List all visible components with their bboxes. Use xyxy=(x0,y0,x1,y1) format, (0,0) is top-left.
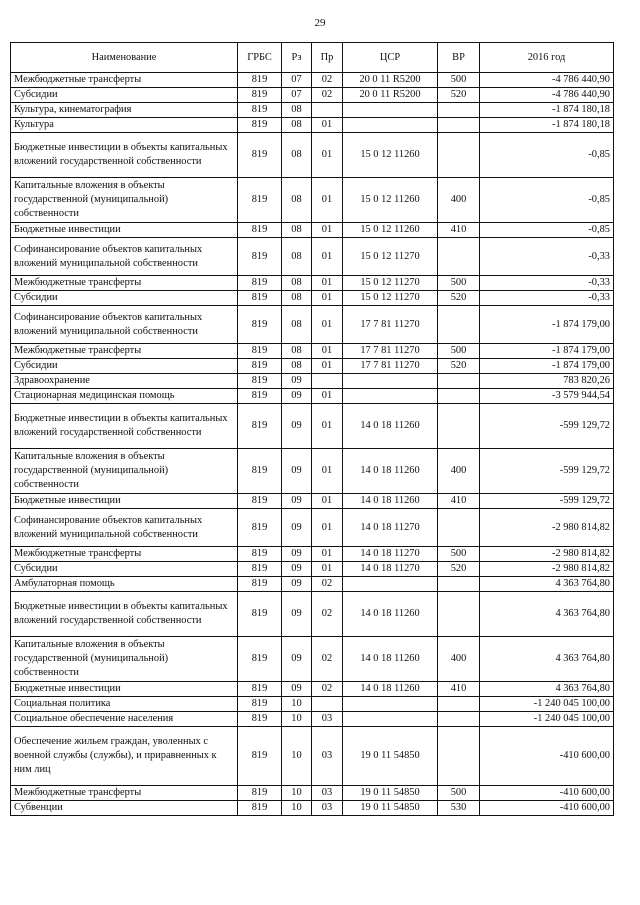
cell-amount: -3 579 944,54 xyxy=(480,389,614,404)
table-row xyxy=(11,344,614,359)
cell-rz: 10 xyxy=(282,697,312,712)
table-row xyxy=(11,494,614,509)
table-row xyxy=(11,697,614,712)
cell-csr: 17 7 81 11270 xyxy=(343,344,438,359)
cell-vr: 500 xyxy=(438,786,480,801)
cell-rz: 09 xyxy=(282,404,312,449)
cell-vr xyxy=(438,306,480,344)
cell-grbs: 819 xyxy=(238,359,282,374)
cell-rz: 09 xyxy=(282,509,312,547)
cell-vr: 530 xyxy=(438,801,480,816)
cell-rz: 09 xyxy=(282,374,312,389)
col-header-grbs: ГРБС xyxy=(238,43,282,73)
col-header-rz: Рз xyxy=(282,43,312,73)
cell-rz: 09 xyxy=(282,562,312,577)
cell-pr: 01 xyxy=(312,404,343,449)
cell-vr xyxy=(438,509,480,547)
cell-grbs: 819 xyxy=(238,577,282,592)
table-row xyxy=(11,118,614,133)
cell-vr: 520 xyxy=(438,88,480,103)
cell-rz: 09 xyxy=(282,682,312,697)
table-header xyxy=(11,43,614,73)
cell-grbs: 819 xyxy=(238,494,282,509)
cell-vr xyxy=(438,133,480,178)
cell-vr: 400 xyxy=(438,449,480,494)
cell-pr xyxy=(312,697,343,712)
cell-vr xyxy=(438,727,480,786)
cell-rz: 09 xyxy=(282,449,312,494)
cell-name: Софинансирование объектов капитальных вложений муниципальной собственности xyxy=(11,306,238,344)
cell-pr: 02 xyxy=(312,73,343,88)
cell-rz: 10 xyxy=(282,712,312,727)
cell-grbs: 819 xyxy=(238,592,282,637)
cell-rz: 08 xyxy=(282,103,312,118)
cell-rz: 08 xyxy=(282,238,312,276)
cell-grbs: 819 xyxy=(238,88,282,103)
cell-pr: 01 xyxy=(312,509,343,547)
cell-amount: -1 874 179,00 xyxy=(480,359,614,374)
cell-vr xyxy=(438,389,480,404)
cell-amount: 4 363 764,80 xyxy=(480,682,614,697)
table-row xyxy=(11,103,614,118)
cell-amount: -599 129,72 xyxy=(480,449,614,494)
col-header-csr: ЦСР xyxy=(343,43,438,73)
cell-amount: -599 129,72 xyxy=(480,494,614,509)
col-header-pr: Пр xyxy=(312,43,343,73)
cell-name: Социальное обеспечение населения xyxy=(11,712,238,727)
cell-amount: -0,85 xyxy=(480,223,614,238)
table-row xyxy=(11,223,614,238)
cell-rz: 07 xyxy=(282,88,312,103)
cell-pr: 02 xyxy=(312,637,343,682)
cell-grbs: 819 xyxy=(238,449,282,494)
cell-csr: 20 0 11 R5200 xyxy=(343,88,438,103)
col-header-name: Наименование xyxy=(11,43,238,73)
table-row xyxy=(11,786,614,801)
cell-rz: 08 xyxy=(282,291,312,306)
cell-pr: 01 xyxy=(312,344,343,359)
table-row xyxy=(11,577,614,592)
col-header-vr: ВР xyxy=(438,43,480,73)
cell-csr xyxy=(343,697,438,712)
table-row xyxy=(11,88,614,103)
cell-name: Бюджетные инвестиции в объекты капитальных вложений государственной собственности xyxy=(11,592,238,637)
cell-amount: -1 874 180,18 xyxy=(480,103,614,118)
cell-csr: 17 7 81 11270 xyxy=(343,359,438,374)
cell-vr xyxy=(438,118,480,133)
cell-vr xyxy=(438,404,480,449)
cell-vr xyxy=(438,697,480,712)
cell-vr: 410 xyxy=(438,682,480,697)
table-row xyxy=(11,509,614,547)
cell-rz: 08 xyxy=(282,118,312,133)
cell-grbs: 819 xyxy=(238,786,282,801)
cell-csr: 15 0 12 11260 xyxy=(343,223,438,238)
cell-grbs: 819 xyxy=(238,547,282,562)
table-row xyxy=(11,801,614,816)
table-row xyxy=(11,637,614,682)
cell-amount: -1 874 180,18 xyxy=(480,118,614,133)
cell-rz: 07 xyxy=(282,73,312,88)
cell-amount: 4 363 764,80 xyxy=(480,592,614,637)
cell-grbs: 819 xyxy=(238,103,282,118)
cell-pr xyxy=(312,103,343,118)
cell-name: Субсидии xyxy=(11,291,238,306)
cell-grbs: 819 xyxy=(238,344,282,359)
cell-grbs: 819 xyxy=(238,223,282,238)
cell-pr: 03 xyxy=(312,801,343,816)
cell-grbs: 819 xyxy=(238,73,282,88)
col-header-year: 2016 год xyxy=(480,43,614,73)
cell-csr: 15 0 12 11260 xyxy=(343,133,438,178)
cell-amount: -0,85 xyxy=(480,178,614,223)
cell-csr: 14 0 18 11260 xyxy=(343,637,438,682)
cell-csr xyxy=(343,118,438,133)
cell-vr xyxy=(438,238,480,276)
cell-csr: 14 0 18 11260 xyxy=(343,592,438,637)
cell-pr: 01 xyxy=(312,547,343,562)
cell-vr: 500 xyxy=(438,547,480,562)
cell-name: Субсидии xyxy=(11,359,238,374)
cell-name: Субсидии xyxy=(11,562,238,577)
cell-grbs: 819 xyxy=(238,374,282,389)
cell-vr: 400 xyxy=(438,637,480,682)
cell-name: Бюджетные инвестиции xyxy=(11,494,238,509)
cell-pr: 01 xyxy=(312,449,343,494)
cell-pr: 02 xyxy=(312,592,343,637)
cell-vr xyxy=(438,103,480,118)
cell-name: Стационарная медицинская помощь xyxy=(11,389,238,404)
cell-csr: 14 0 18 11270 xyxy=(343,562,438,577)
cell-name: Социальная политика xyxy=(11,697,238,712)
cell-grbs: 819 xyxy=(238,306,282,344)
cell-pr: 03 xyxy=(312,786,343,801)
cell-pr: 01 xyxy=(312,178,343,223)
cell-amount: -0,85 xyxy=(480,133,614,178)
cell-pr: 02 xyxy=(312,88,343,103)
cell-vr xyxy=(438,577,480,592)
cell-csr: 17 7 81 11270 xyxy=(343,306,438,344)
cell-csr xyxy=(343,374,438,389)
cell-amount: -0,33 xyxy=(480,276,614,291)
table-row xyxy=(11,291,614,306)
table-row xyxy=(11,592,614,637)
cell-pr: 01 xyxy=(312,238,343,276)
table-row xyxy=(11,449,614,494)
cell-rz: 08 xyxy=(282,133,312,178)
cell-vr: 520 xyxy=(438,359,480,374)
cell-name: Обеспечение жильем граждан, уволенных с военной службы (службы), и приравненных к ним лиц xyxy=(11,727,238,786)
table-row xyxy=(11,562,614,577)
cell-csr: 19 0 11 54850 xyxy=(343,786,438,801)
cell-csr: 19 0 11 54850 xyxy=(343,801,438,816)
cell-grbs: 819 xyxy=(238,178,282,223)
cell-csr: 14 0 18 11270 xyxy=(343,509,438,547)
cell-amount: 783 820,26 xyxy=(480,374,614,389)
cell-rz: 09 xyxy=(282,637,312,682)
cell-name: Межбюджетные трансферты xyxy=(11,73,238,88)
table-row xyxy=(11,547,614,562)
cell-rz: 09 xyxy=(282,577,312,592)
table-row xyxy=(11,682,614,697)
cell-amount: -0,33 xyxy=(480,291,614,306)
cell-vr: 500 xyxy=(438,73,480,88)
cell-rz: 10 xyxy=(282,801,312,816)
cell-amount: -2 980 814,82 xyxy=(480,562,614,577)
cell-csr: 14 0 18 11270 xyxy=(343,547,438,562)
cell-rz: 08 xyxy=(282,223,312,238)
cell-pr: 01 xyxy=(312,223,343,238)
cell-amount: -0,33 xyxy=(480,238,614,276)
cell-vr: 520 xyxy=(438,291,480,306)
cell-grbs: 819 xyxy=(238,509,282,547)
cell-pr xyxy=(312,374,343,389)
cell-grbs: 819 xyxy=(238,712,282,727)
cell-rz: 08 xyxy=(282,344,312,359)
cell-name: Софинансирование объектов капитальных вложений муниципальной собственности xyxy=(11,238,238,276)
cell-pr: 03 xyxy=(312,727,343,786)
cell-csr: 14 0 18 11260 xyxy=(343,682,438,697)
cell-name: Здравоохранение xyxy=(11,374,238,389)
cell-pr: 01 xyxy=(312,276,343,291)
cell-name: Межбюджетные трансферты xyxy=(11,344,238,359)
cell-amount: -1 240 045 100,00 xyxy=(480,697,614,712)
cell-pr: 01 xyxy=(312,359,343,374)
cell-name: Бюджетные инвестиции xyxy=(11,223,238,238)
cell-pr: 02 xyxy=(312,682,343,697)
table-row xyxy=(11,73,614,88)
cell-rz: 10 xyxy=(282,786,312,801)
cell-amount: -2 980 814,82 xyxy=(480,509,614,547)
cell-vr xyxy=(438,592,480,637)
cell-rz: 10 xyxy=(282,727,312,786)
table-row xyxy=(11,404,614,449)
cell-csr xyxy=(343,103,438,118)
cell-name: Межбюджетные трансферты xyxy=(11,276,238,291)
table-body xyxy=(11,73,614,816)
table-row xyxy=(11,374,614,389)
cell-csr xyxy=(343,389,438,404)
table-row xyxy=(11,178,614,223)
cell-grbs: 819 xyxy=(238,562,282,577)
cell-pr: 01 xyxy=(312,562,343,577)
cell-csr: 14 0 18 11260 xyxy=(343,449,438,494)
cell-rz: 08 xyxy=(282,178,312,223)
cell-pr: 01 xyxy=(312,306,343,344)
cell-vr xyxy=(438,712,480,727)
cell-vr: 520 xyxy=(438,562,480,577)
cell-csr: 14 0 18 11260 xyxy=(343,494,438,509)
cell-amount: -1 874 179,00 xyxy=(480,344,614,359)
cell-name: Бюджетные инвестиции xyxy=(11,682,238,697)
cell-vr: 410 xyxy=(438,223,480,238)
cell-pr: 01 xyxy=(312,118,343,133)
cell-grbs: 819 xyxy=(238,727,282,786)
cell-grbs: 819 xyxy=(238,801,282,816)
table-row xyxy=(11,389,614,404)
cell-pr: 01 xyxy=(312,494,343,509)
cell-rz: 08 xyxy=(282,359,312,374)
cell-pr: 01 xyxy=(312,389,343,404)
cell-csr: 15 0 12 11270 xyxy=(343,238,438,276)
cell-csr: 15 0 12 11270 xyxy=(343,291,438,306)
cell-amount: -4 786 440,90 xyxy=(480,88,614,103)
cell-grbs: 819 xyxy=(238,276,282,291)
table-row xyxy=(11,727,614,786)
cell-grbs: 819 xyxy=(238,404,282,449)
cell-name: Амбулаторная помощь xyxy=(11,577,238,592)
table-row xyxy=(11,712,614,727)
cell-name: Капитальные вложения в объекты государственной (муниципальной) собственности xyxy=(11,178,238,223)
cell-amount: 4 363 764,80 xyxy=(480,577,614,592)
cell-pr: 01 xyxy=(312,291,343,306)
cell-csr: 20 0 11 R5200 xyxy=(343,73,438,88)
cell-name: Культура, кинематография xyxy=(11,103,238,118)
table-row xyxy=(11,306,614,344)
cell-name: Межбюджетные трансферты xyxy=(11,547,238,562)
cell-amount: -410 600,00 xyxy=(480,786,614,801)
cell-grbs: 819 xyxy=(238,389,282,404)
cell-name: Межбюджетные трансферты xyxy=(11,786,238,801)
cell-grbs: 819 xyxy=(238,291,282,306)
cell-rz: 09 xyxy=(282,592,312,637)
cell-amount: -599 129,72 xyxy=(480,404,614,449)
budget-table xyxy=(10,42,614,816)
header-row xyxy=(11,43,614,73)
cell-rz: 09 xyxy=(282,389,312,404)
cell-amount: -2 980 814,82 xyxy=(480,547,614,562)
cell-csr: 19 0 11 54850 xyxy=(343,727,438,786)
cell-name: Капитальные вложения в объекты государственной (муниципальной) собственности xyxy=(11,449,238,494)
cell-name: Культура xyxy=(11,118,238,133)
cell-vr: 410 xyxy=(438,494,480,509)
cell-name: Бюджетные инвестиции в объекты капитальных вложений государственной собственности xyxy=(11,133,238,178)
cell-grbs: 819 xyxy=(238,637,282,682)
cell-vr: 500 xyxy=(438,344,480,359)
cell-pr: 03 xyxy=(312,712,343,727)
cell-name: Капитальные вложения в объекты государственной (муниципальной) собственности xyxy=(11,637,238,682)
cell-name: Субвенции xyxy=(11,801,238,816)
cell-pr: 02 xyxy=(312,577,343,592)
cell-grbs: 819 xyxy=(238,238,282,276)
cell-amount: -4 786 440,90 xyxy=(480,73,614,88)
table-row xyxy=(11,133,614,178)
cell-csr xyxy=(343,712,438,727)
cell-name: Субсидии xyxy=(11,88,238,103)
cell-grbs: 819 xyxy=(238,118,282,133)
page-number: 29 xyxy=(314,17,326,29)
cell-rz: 08 xyxy=(282,306,312,344)
cell-vr xyxy=(438,374,480,389)
cell-vr: 500 xyxy=(438,276,480,291)
cell-grbs: 819 xyxy=(238,682,282,697)
cell-csr: 15 0 12 11270 xyxy=(343,276,438,291)
cell-name: Бюджетные инвестиции в объекты капитальных вложений государственной собственности xyxy=(11,404,238,449)
cell-csr xyxy=(343,577,438,592)
cell-grbs: 819 xyxy=(238,133,282,178)
cell-amount: -410 600,00 xyxy=(480,727,614,786)
cell-csr: 14 0 18 11260 xyxy=(343,404,438,449)
table-row xyxy=(11,238,614,276)
cell-rz: 08 xyxy=(282,276,312,291)
cell-amount: 4 363 764,80 xyxy=(480,637,614,682)
cell-amount: -1 240 045 100,00 xyxy=(480,712,614,727)
cell-name: Софинансирование объектов капитальных вложений муниципальной собственности xyxy=(11,509,238,547)
cell-rz: 09 xyxy=(282,494,312,509)
table-row xyxy=(11,359,614,374)
cell-rz: 09 xyxy=(282,547,312,562)
cell-amount: -1 874 179,00 xyxy=(480,306,614,344)
cell-vr: 400 xyxy=(438,178,480,223)
cell-grbs: 819 xyxy=(238,697,282,712)
cell-csr: 15 0 12 11260 xyxy=(343,178,438,223)
cell-amount: -410 600,00 xyxy=(480,801,614,816)
table-row xyxy=(11,276,614,291)
cell-pr: 01 xyxy=(312,133,343,178)
